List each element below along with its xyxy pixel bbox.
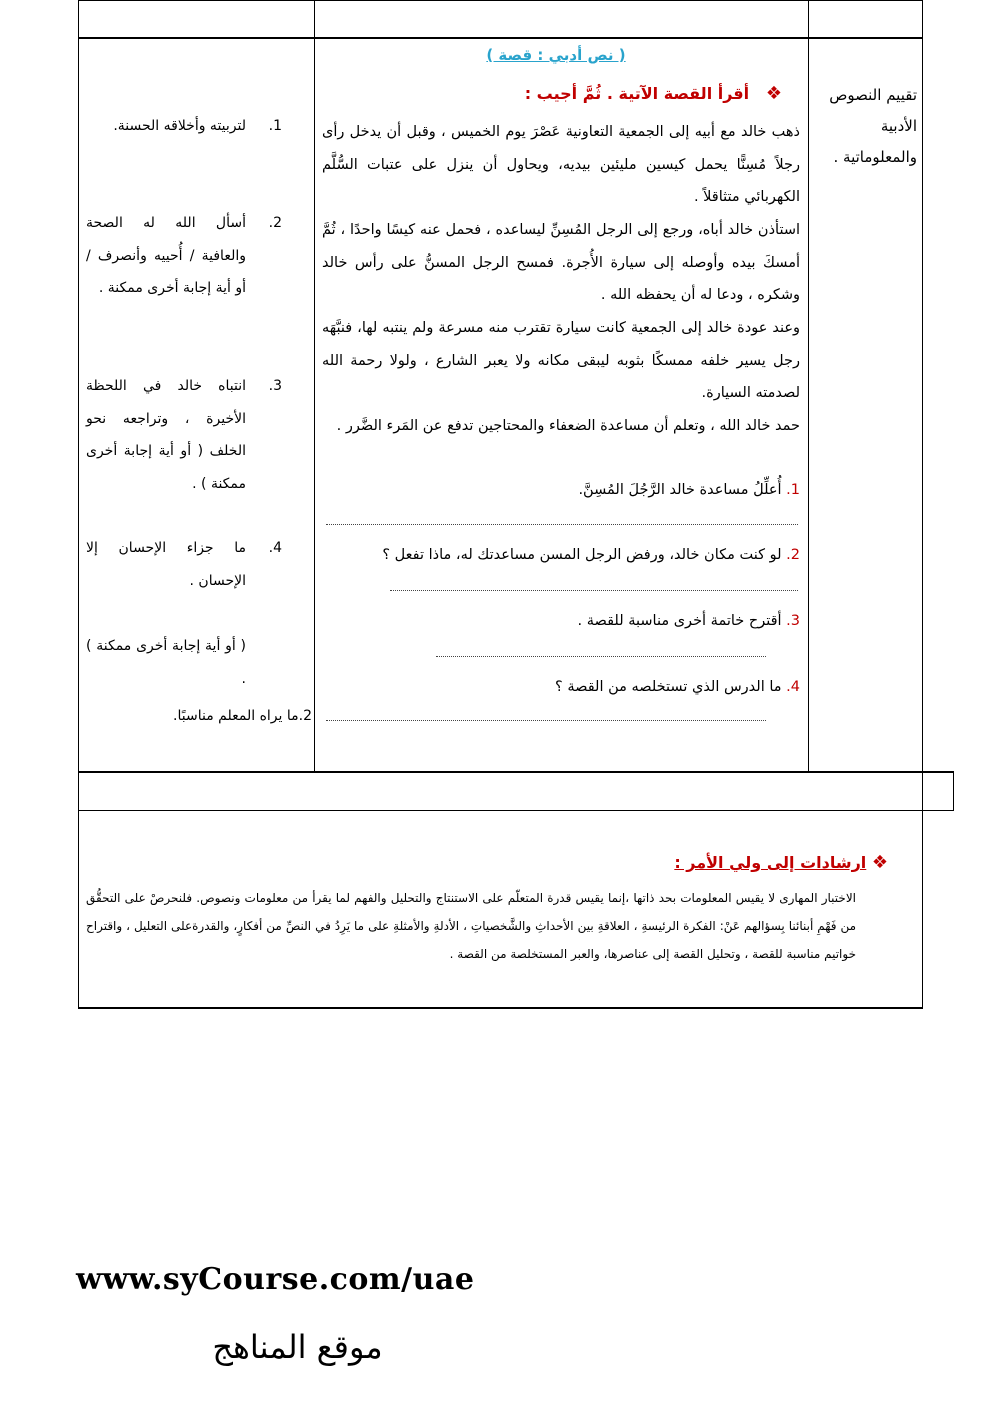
spacer-row-right — [953, 771, 954, 811]
spacer-row-bottom — [78, 810, 954, 811]
answer-text: أسأل الله له الصحة والعافية / أُحييه وأنصرف / أو أية إجابة أخرى ممكنة . — [86, 215, 246, 296]
table-border-right — [922, 0, 923, 810]
column-divider-2 — [808, 0, 809, 772]
story-paragraph-2: استأذن خالد أباه، ورجع إلى الرجل المُسِنِّ ليساعده ، فحمل عنه كيسًا واحدًا ، ثُمَّ أمسكَ بيده وأوصله إلى سيارة الأُجرة. فمسح الرجل المسنُّ على رأس خالد وشكره ، ودعا له أن يحفظه الله . — [322, 222, 800, 303]
question-3 — [322, 608, 800, 634]
answer-number: 1. — [268, 118, 282, 134]
site-url[interactable]: www.syCourse.com/uae — [76, 1262, 475, 1297]
question-number: 1. — [786, 482, 800, 498]
guidance-title-text: ارشادات إلى ولي الأمر : — [674, 853, 867, 872]
story-paragraph-4: حمد خالد الله ، وتعلم أن مساعدة الضعفاء والمحتاجين تدفع عن المَرء الضَّرر . — [336, 418, 800, 434]
answer-text: لتربيته وأخلاقه الحسنة. — [113, 118, 246, 134]
answer-number: 2. — [268, 215, 282, 231]
question-number: 2. — [786, 547, 800, 563]
instruction — [470, 80, 782, 108]
question-text: أقترح خاتمة أخرى مناسبة للقصة . — [577, 613, 782, 629]
question-text: ما الدرس الذي تستخلصه من القصة ؟ — [555, 679, 782, 695]
answer-2 — [86, 207, 282, 305]
table-border-bottom — [78, 1007, 923, 1009]
answer-line-3[interactable] — [436, 656, 766, 657]
answer-number: 3. — [268, 378, 282, 394]
answer-4-extra — [86, 630, 282, 695]
table-border-top — [78, 0, 923, 1]
answer-text: انتباه خالد في اللحظة الأخيرة ، وتراجعه نحو الخلف ( أو أية إجابة أخرى ممكنة ) . — [86, 378, 246, 492]
question-2 — [322, 542, 800, 568]
story-paragraph-1: ذهب خالد مع أبيه إلى الجمعية التعاونية عَصْرَ يوم الخميس ، وقبل أن يدخل رأى رجلاً مُسِنًّا يحمل كيسين مليئين بيديه، ويحاول أن ينزل على عتبات السُّلَّم الكهربائي متثاقلاً . — [322, 124, 800, 205]
answer-4 — [86, 532, 282, 597]
question-text: لو كنت مكان خالد، ورفض الرجل المسن مساعدتك له، ماذا تفعل ؟ — [382, 547, 782, 563]
column-divider-1 — [314, 0, 315, 772]
question-4 — [322, 674, 800, 700]
site-name: موقع المناهج — [212, 1328, 383, 1366]
guidance-title — [660, 852, 888, 873]
instruction-text: أقرأ القصة الآتية . ثُمَّ أجيب : — [524, 84, 750, 103]
story-paragraph-3: وعند عودة خالد إلى الجمعية كانت سيارة تقترب منه مسرعة ولم ينتبه لها، فنبَّهَه رجل يسير خلفه ممسكًا بثوبه ليبقى مكانه ولا يعبر الشارع ، ولولا رحمة الله لصدمته السيارة. — [322, 320, 800, 401]
answer-number: 4. — [268, 540, 282, 556]
table-border-right-lower — [922, 810, 923, 1008]
diamond-bullet-icon: ❖ — [765, 83, 782, 104]
skill-label: تقييم النصوص الأدبية والمعلوماتية . — [829, 86, 917, 166]
guidance-text: الاختبار المهارى لا يقيس المعلومات بحد ذاتها ،إنما يقيس قدرة المتعلّم على الاستنتاج والتحليل والفهم لما يقرأ من معلومات ونصوص. فلنحرصْ على التحقُّق من فَهْمِ أبنائنا بِسؤالهم عَنْ: الفكرة الرئيسةِ ، العلاقةِ بين الأحداثِ والشَّخصياتِ ، الأدلةِ والأمثلةِ على ما يَرِدُ في النصِّ من أفكارٍ، والقدرةعلى التعليل ، واقتراح خواتيم مناسبة للقصة ، وتحليل القصة إلى عناصرها، والعبر المستخلصة من القصة . — [86, 891, 856, 961]
answer-1 — [86, 110, 282, 143]
header-row-bottom — [78, 37, 923, 39]
answer-text: ( أو أية إجابة أخرى ممكنة ) . — [86, 638, 246, 687]
main-row-bottom — [78, 771, 954, 773]
question-text: أُعلِّلُ مساعدة خالد الرَّجُلَ المُسِنَّ. — [578, 482, 782, 498]
diamond-bullet-icon: ❖ — [871, 852, 888, 873]
answer-line-2[interactable] — [390, 590, 798, 591]
answer-text: ما جزاء الإحسان إلا الإحسان . — [86, 540, 246, 589]
table-border-left — [78, 0, 79, 1008]
answer-line-4[interactable] — [326, 720, 766, 721]
answer-line-1[interactable] — [326, 524, 798, 525]
question-number: 3. — [786, 613, 800, 629]
question-number: 4. — [786, 679, 800, 695]
answer-3 — [86, 370, 282, 500]
answer-last: 2.ما يراه المعلم مناسبًا. — [173, 708, 312, 724]
story-title: ( نص أدبي : قصة ) — [486, 46, 626, 64]
question-1 — [322, 477, 800, 503]
